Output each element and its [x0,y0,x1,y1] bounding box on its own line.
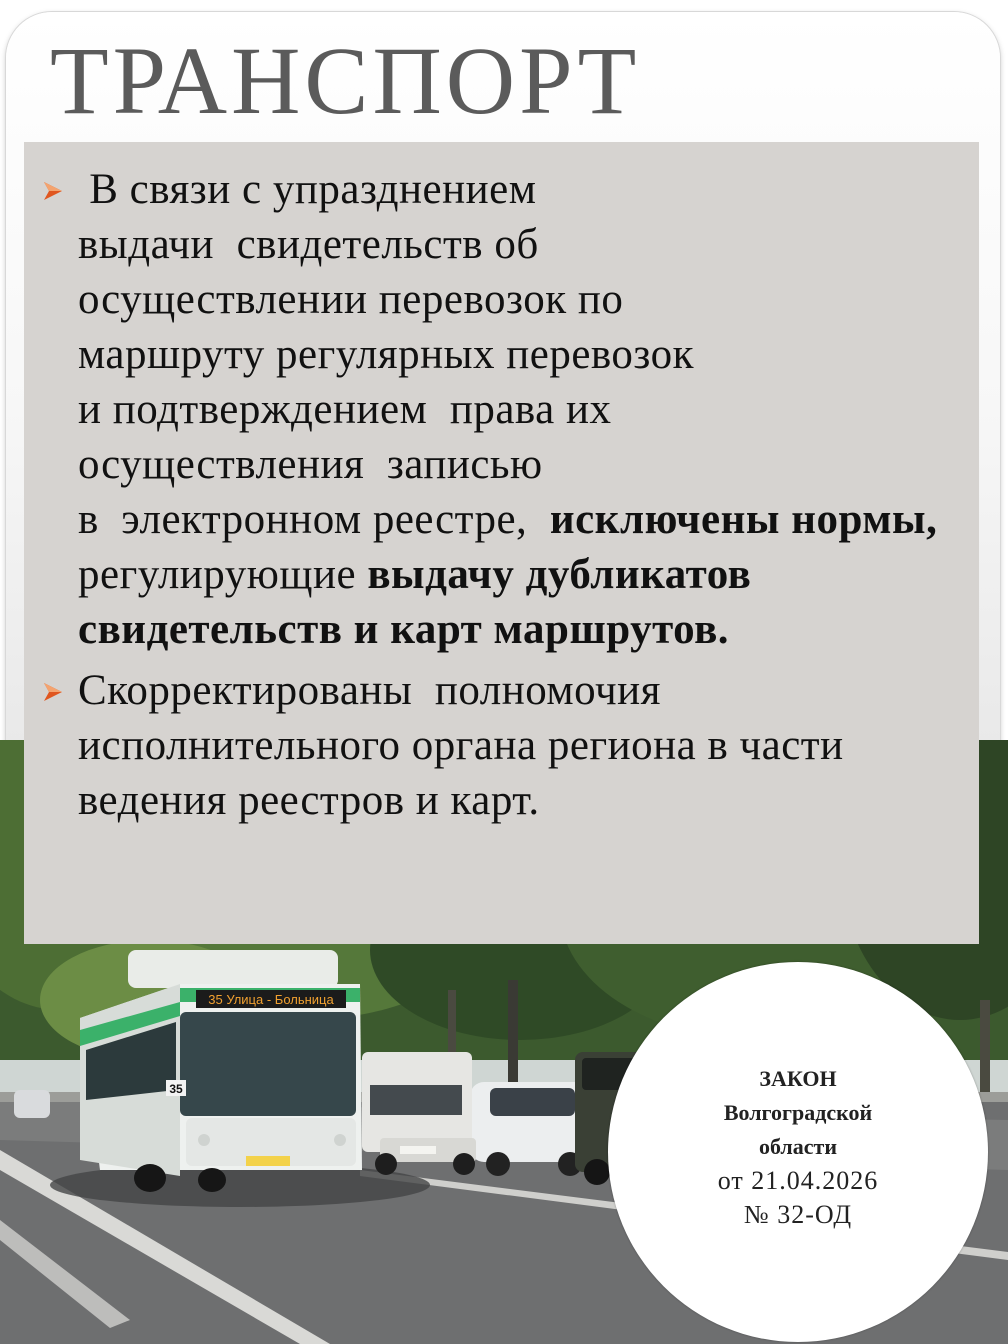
bullet-item [42,663,962,828]
bullet-text-bold: выдачу дубликатов свидетельств и карт маршрутов. [78,551,763,653]
law-region: Волгоградской [723,1100,873,1125]
bullet-text-segment: регулирующие [78,496,949,598]
bullet-arrow-icon [42,180,64,202]
bullet-text-segment: В связи с упразднением выдачи свидетельств об осуществлении перевозок по маршруту регулярных перевозок и подтверждением права их осуществления записью в электронном реестре, [78,166,695,543]
bullet-arrow-icon [42,681,64,703]
law-date: от 21.04.2026 [717,1166,879,1195]
law-reference-text [718,1062,879,1232]
bus-destination-sign: 35 Улица - Больница [208,992,334,1007]
bullet-text-bold: исключены нормы, [549,496,938,543]
bullet-text [78,162,962,657]
bullet-text-segment: Скорректированы полномочия исполнительного органа региона в части ведения реестров и карт. [78,667,855,824]
bus-route-number: 35 [169,1082,183,1096]
bullet-list [42,162,962,834]
law-region-suffix: области [758,1134,838,1159]
bullet-text [78,663,962,828]
slide-title: ТРАНСПОРТ [50,27,641,134]
law-reference-circle [608,962,988,1342]
content-box [24,142,979,944]
bullet-item [42,162,962,657]
law-number: № 32-ОД [743,1200,853,1229]
law-title: ЗАКОН [759,1066,837,1091]
